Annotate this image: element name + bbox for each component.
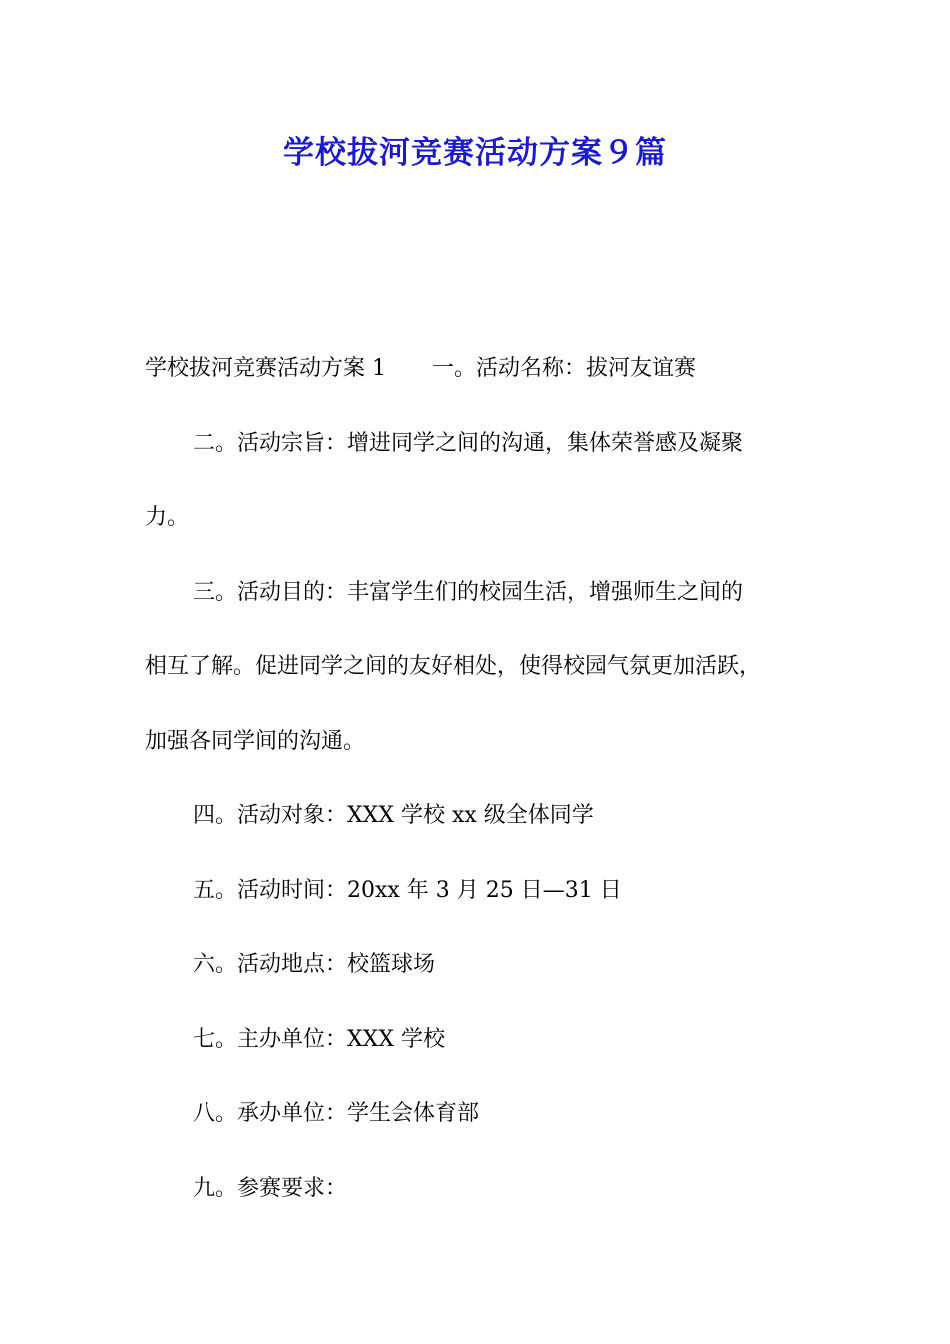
- paragraph-time: 五。活动时间：20xx 年 3 月 25 日—31 日: [193, 877, 622, 903]
- paragraph-host: 八。承办单位：学生会体育部: [193, 1101, 480, 1126]
- paragraph-target: 四。活动对象：XXX 学校 xx 级全体同学: [193, 803, 594, 828]
- section-heading: 学校拔河竞赛活动方案 1: [145, 356, 386, 381]
- document-body: [145, 332, 825, 1226]
- paragraph-requirements: 九。参赛要求：: [193, 1175, 348, 1201]
- paragraph-goal-line-2: 相互了解。促进同学之间的友好相处，使得校园气氛更加活跃，: [145, 654, 762, 679]
- paragraph-first-line: [145, 332, 825, 407]
- paragraph-purpose-line-1: 二。活动宗旨：增进同学之间的沟通，集体荣誉感及凝聚: [193, 430, 744, 456]
- paragraph-goal-line-1: 三。活动目的：丰富学生们的校园生活，增强师生之间的: [193, 579, 744, 605]
- document-title: 学校拔河竞赛活动方案９篇: [283, 135, 667, 171]
- paragraph-location: 六。活动地点：校篮球场: [193, 952, 436, 977]
- paragraph-activity-name: 一。活动名称：拔河友谊赛: [432, 356, 697, 381]
- paragraph-goal-line-3: 加强各同学间的沟通。: [145, 728, 366, 754]
- paragraph-purpose-line-2: 力。: [145, 505, 190, 530]
- paragraph-organizer: 七。主办单位：XXX 学校: [193, 1026, 445, 1052]
